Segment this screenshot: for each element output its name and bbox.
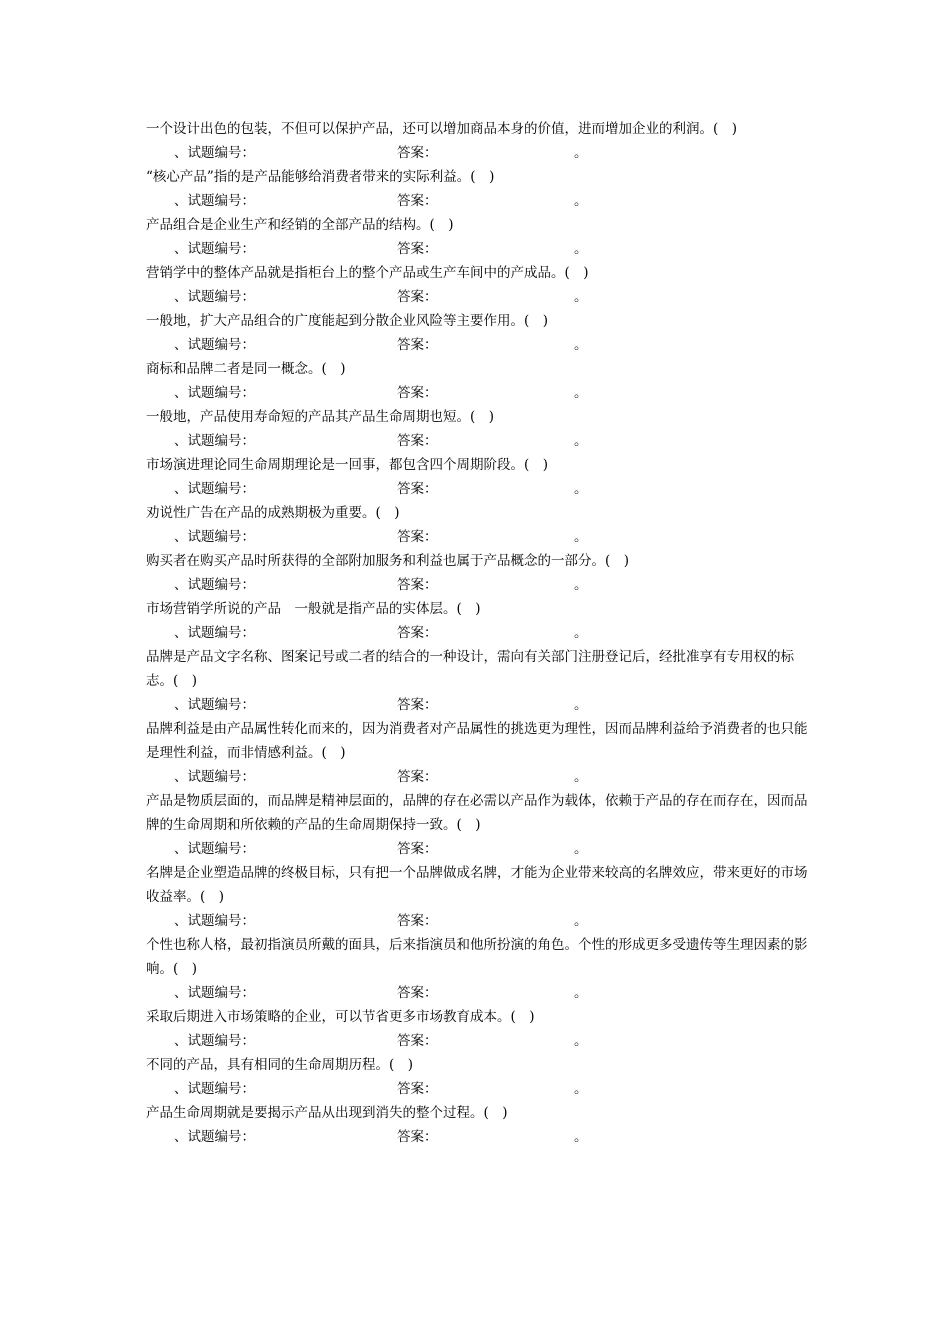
- question-number-label: 、试题编号：: [174, 193, 255, 209]
- question-list: [146, 117, 816, 1149]
- end-mark: 。: [574, 145, 588, 161]
- question-number-label: 、试题编号：: [174, 433, 255, 449]
- question-number-label: 、试题编号：: [174, 289, 255, 305]
- question-meta-row: [146, 285, 816, 309]
- question-text: 商标和品牌二者是同一概念。( ): [146, 361, 346, 377]
- question-number-label: 、试题编号：: [174, 841, 255, 857]
- question-number-label: 、试题编号：: [174, 697, 255, 713]
- end-mark: 。: [574, 1033, 588, 1049]
- end-mark: 。: [574, 289, 588, 305]
- end-mark: 。: [574, 433, 588, 449]
- question-text: 品牌是产品文字名称、图案记号或二者的结合的一种设计，需向有关部门注册登记后，经批准享有专用权的标志。( ): [146, 649, 794, 689]
- question-text: 劝说性广告在产品的成熟期极为重要。( ): [146, 505, 400, 521]
- question-number-label: 、试题编号：: [174, 241, 255, 257]
- question-number-label: 、试题编号：: [174, 769, 255, 785]
- question-meta-row: [146, 621, 816, 645]
- question-item: [146, 1101, 816, 1149]
- question-item: [146, 645, 816, 717]
- question-text: “核心产品”指的是产品能够给消费者带来的实际利益。( ): [146, 169, 495, 185]
- end-mark: 。: [574, 337, 588, 353]
- question-number-label: 、试题编号：: [174, 481, 255, 497]
- end-mark: 。: [574, 193, 588, 209]
- end-mark: 。: [574, 385, 588, 401]
- answer-label: 答案：: [397, 697, 438, 713]
- question-item: [146, 213, 816, 261]
- question-text: 一个设计出色的包装，不但可以保护产品，还可以增加商品本身的价值，进而增加企业的利润。( ): [146, 121, 738, 137]
- question-number-label: 、试题编号：: [174, 913, 255, 929]
- question-text: 一般地，扩大产品组合的广度能起到分散企业风险等主要作用。( ): [146, 313, 549, 329]
- question-text: 个性也称人格，最初指演员所戴的面具，后来指演员和他所扮演的角色。个性的形成更多受遗传等生理因素的影响。( ): [146, 937, 808, 977]
- end-mark: 。: [574, 1081, 588, 1097]
- question-text: 产品组合是企业生产和经销的全部产品的结构。( ): [146, 217, 454, 233]
- question-meta-row: [146, 429, 816, 453]
- answer-label: 答案：: [397, 769, 438, 785]
- question-meta-row: [146, 1077, 816, 1101]
- answer-label: 答案：: [397, 913, 438, 929]
- end-mark: 。: [574, 625, 588, 641]
- end-mark: 。: [574, 913, 588, 929]
- question-number-label: 、试题编号：: [174, 529, 255, 545]
- answer-label: 答案：: [397, 481, 438, 497]
- question-text: 营销学中的整体产品就是指柜台上的整个产品或生产车间中的产成品。( ): [146, 265, 589, 281]
- question-text: 购买者在购买产品时所获得的全部附加服务和利益也属于产品概念的一部分。( ): [146, 553, 630, 569]
- question-meta-row: [146, 141, 816, 165]
- question-meta-row: [146, 1125, 816, 1149]
- question-item: [146, 861, 816, 933]
- question-item: [146, 165, 816, 213]
- answer-label: 答案：: [397, 1033, 438, 1049]
- question-number-label: 、试题编号：: [174, 1033, 255, 1049]
- question-item: [146, 1053, 816, 1101]
- question-number-label: 、试题编号：: [174, 577, 255, 593]
- answer-label: 答案：: [397, 433, 438, 449]
- question-text: 采取后期进入市场策略的企业，可以节省更多市场教育成本。( ): [146, 1009, 535, 1025]
- end-mark: 。: [574, 1129, 588, 1145]
- answer-label: 答案：: [397, 625, 438, 641]
- question-text: 一般地，产品使用寿命短的产品其产品生命周期也短。( ): [146, 409, 495, 425]
- answer-label: 答案：: [397, 577, 438, 593]
- answer-label: 答案：: [397, 1081, 438, 1097]
- question-text: 市场营销学所说的产品 一般就是指产品的实体层。( ): [146, 601, 481, 617]
- answer-label: 答案：: [397, 193, 438, 209]
- question-meta-row: [146, 525, 816, 549]
- answer-label: 答案：: [397, 145, 438, 161]
- question-item: [146, 261, 816, 309]
- question-item: [146, 1005, 816, 1053]
- question-number-label: 、试题编号：: [174, 145, 255, 161]
- answer-label: 答案：: [397, 241, 438, 257]
- answer-label: 答案：: [397, 841, 438, 857]
- question-text: 产品是物质层面的，而品牌是精神层面的，品牌的存在必需以产品作为载体，依赖于产品的存在而存在，因而品牌的生命周期和所依赖的产品的生命周期保持一致。( ): [146, 793, 808, 833]
- question-number-label: 、试题编号：: [174, 1129, 255, 1145]
- question-number-label: 、试题编号：: [174, 625, 255, 641]
- question-meta-row: [146, 189, 816, 213]
- question-meta-row: [146, 981, 816, 1005]
- question-item: [146, 597, 816, 645]
- end-mark: 。: [574, 841, 588, 857]
- question-item: [146, 717, 816, 789]
- question-meta-row: [146, 477, 816, 501]
- question-meta-row: [146, 333, 816, 357]
- question-item: [146, 549, 816, 597]
- question-item: [146, 357, 816, 405]
- question-item: [146, 501, 816, 549]
- question-item: [146, 309, 816, 357]
- answer-label: 答案：: [397, 1129, 438, 1145]
- question-meta-row: [146, 237, 816, 261]
- question-number-label: 、试题编号：: [174, 1081, 255, 1097]
- question-item: [146, 933, 816, 1005]
- question-item: [146, 405, 816, 453]
- question-item: [146, 453, 816, 501]
- answer-label: 答案：: [397, 529, 438, 545]
- answer-label: 答案：: [397, 289, 438, 305]
- question-text: 产品生命周期就是要揭示产品从出现到消失的整个过程。( ): [146, 1105, 508, 1121]
- question-meta-row: [146, 909, 816, 933]
- question-text: 名牌是企业塑造品牌的终极目标，只有把一个品牌做成名牌，才能为企业带来较高的名牌效应，带来更好的市场收益率。( ): [146, 865, 808, 905]
- end-mark: 。: [574, 529, 588, 545]
- end-mark: 。: [574, 241, 588, 257]
- question-meta-row: [146, 381, 816, 405]
- answer-label: 答案：: [397, 985, 438, 1001]
- end-mark: 。: [574, 697, 588, 713]
- question-item: [146, 789, 816, 861]
- question-number-label: 、试题编号：: [174, 337, 255, 353]
- question-text: 不同的产品，具有相同的生命周期历程。( ): [146, 1057, 414, 1073]
- question-text: 品牌利益是由产品属性转化而来的，因为消费者对产品属性的挑选更为理性，因而品牌利益给予消费者的也只能是理性利益，而非情感利益。( ): [146, 721, 808, 761]
- question-text: 市场演进理论同生命周期理论是一回事，都包含四个周期阶段。( ): [146, 457, 549, 473]
- answer-label: 答案：: [397, 337, 438, 353]
- end-mark: 。: [574, 769, 588, 785]
- question-meta-row: [146, 573, 816, 597]
- question-meta-row: [146, 837, 816, 861]
- answer-label: 答案：: [397, 385, 438, 401]
- question-item: [146, 117, 816, 165]
- end-mark: 。: [574, 985, 588, 1001]
- end-mark: 。: [574, 577, 588, 593]
- question-meta-row: [146, 693, 816, 717]
- question-number-label: 、试题编号：: [174, 385, 255, 401]
- question-meta-row: [146, 765, 816, 789]
- question-meta-row: [146, 1029, 816, 1053]
- question-number-label: 、试题编号：: [174, 985, 255, 1001]
- end-mark: 。: [574, 481, 588, 497]
